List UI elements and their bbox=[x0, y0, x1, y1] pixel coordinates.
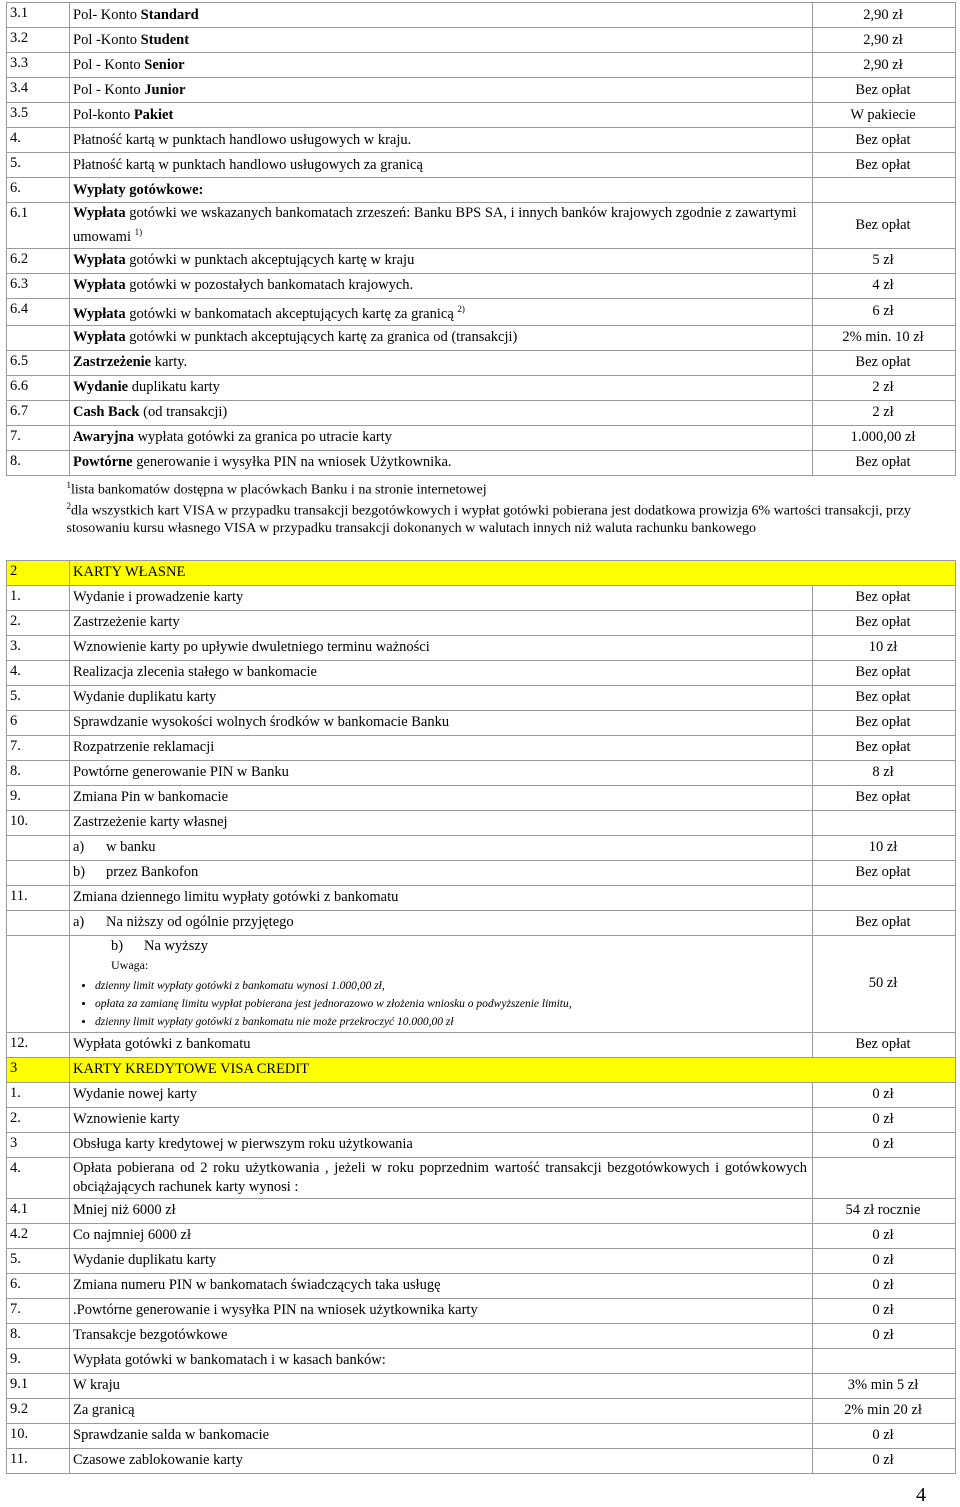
sub-item bbox=[70, 835, 813, 860]
table-row bbox=[7, 350, 956, 375]
row-number: 11. bbox=[7, 885, 70, 910]
row-fee: Bez opłat bbox=[813, 203, 956, 249]
row-number: 6.1 bbox=[7, 203, 70, 249]
table-row bbox=[7, 153, 956, 178]
row-fee bbox=[813, 178, 956, 203]
row-description bbox=[70, 298, 813, 325]
row-description bbox=[70, 248, 813, 273]
table-row bbox=[7, 128, 956, 153]
description-text: gotówki w bankomatach akceptujących kartę za granicą bbox=[125, 305, 454, 322]
row-number: 6.3 bbox=[7, 273, 70, 298]
row-description: Wypłata gotówki w bankomatach i w kasach banków: bbox=[70, 1348, 813, 1373]
description-text: Pol - Konto bbox=[73, 56, 141, 73]
table-row bbox=[7, 298, 956, 325]
table-row bbox=[7, 660, 956, 685]
plan-name: Pakiet bbox=[133, 106, 174, 123]
row-description: W kraju bbox=[70, 1373, 813, 1398]
table-row bbox=[7, 1423, 956, 1448]
table-row bbox=[7, 1248, 956, 1273]
plan-name: Standard bbox=[140, 6, 199, 23]
row-fee: Bez opłat bbox=[813, 1032, 956, 1057]
row-number: 3.1 bbox=[7, 3, 70, 28]
row-fee: 2,90 zł bbox=[813, 28, 956, 53]
table-row bbox=[7, 1448, 956, 1473]
description-bold: Wypłata bbox=[73, 205, 126, 221]
description-text: Płatność kartą w punktach handlowo usługowych za granicą bbox=[73, 156, 423, 173]
table-row bbox=[7, 1223, 956, 1248]
row-fee: 54 zł rocznie bbox=[813, 1198, 956, 1223]
row-number: 3. bbox=[7, 635, 70, 660]
row-number: 4.1 bbox=[7, 1198, 70, 1223]
row-description: Zastrzeżenie karty bbox=[70, 610, 813, 635]
section-title: KARTY WŁASNE bbox=[70, 560, 956, 585]
row-number: 10. bbox=[7, 1423, 70, 1448]
row-number: 6.7 bbox=[7, 400, 70, 425]
description-bold: Zastrzeżenie bbox=[73, 354, 152, 371]
row-fee: 0 zł bbox=[813, 1132, 956, 1157]
row-description bbox=[70, 128, 813, 153]
row-description: Zmiana dziennego limitu wypłaty gotówki z bankomatu bbox=[70, 885, 813, 910]
row-fee: 0 zł bbox=[813, 1423, 956, 1448]
row-fee: Bez opłat bbox=[813, 785, 956, 810]
row-number: 6. bbox=[7, 1273, 70, 1298]
row-number: 3.2 bbox=[7, 28, 70, 53]
table-row bbox=[7, 28, 956, 53]
row-description: Rozpatrzenie reklamacji bbox=[70, 735, 813, 760]
row-description: .Powtórne generowanie i wysyłka PIN na wniosek użytkownika karty bbox=[70, 1298, 813, 1323]
table-row bbox=[7, 810, 956, 835]
description-text: Płatność kartą w punktach handlowo usługowych w kraju. bbox=[73, 131, 412, 148]
fee-table bbox=[6, 2, 956, 1474]
description-bold: Wypłata bbox=[73, 305, 126, 322]
table-row bbox=[7, 53, 956, 78]
sub-text: przez Bankofon bbox=[106, 864, 199, 881]
table-row bbox=[7, 585, 956, 610]
description-bold: Powtórne bbox=[73, 454, 133, 471]
row-fee: Bez opłat bbox=[813, 610, 956, 635]
table-row bbox=[7, 885, 956, 910]
row-number: 4. bbox=[7, 128, 70, 153]
row-number: 8. bbox=[7, 760, 70, 785]
row-number bbox=[7, 910, 70, 935]
row-fee: 0 zł bbox=[813, 1223, 956, 1248]
row-number bbox=[7, 325, 70, 350]
description-bold: Wypłata bbox=[73, 252, 126, 269]
row-number: 9.1 bbox=[7, 1373, 70, 1398]
table-row bbox=[7, 103, 956, 128]
row-fee: 0 zł bbox=[813, 1248, 956, 1273]
table-row bbox=[7, 248, 956, 273]
row-description: Powtórne generowanie PIN w Banku bbox=[70, 760, 813, 785]
row-number: 6.2 bbox=[7, 248, 70, 273]
row-description bbox=[70, 325, 813, 350]
row-description: Transakcje bezgotówkowe bbox=[70, 1323, 813, 1348]
row-description: Obsługa karty kredytowej w pierwszym roku użytkowania bbox=[70, 1132, 813, 1157]
row-fee: 2 zł bbox=[813, 400, 956, 425]
description-text: gotówki w punktach akceptujących kartę w kraju bbox=[125, 252, 415, 269]
row-number: 5. bbox=[7, 685, 70, 710]
table-row bbox=[7, 835, 956, 860]
row-fee: Bez opłat bbox=[813, 128, 956, 153]
note-item: • opłata za zamianę limitu wypłat pobierana jest jednorazowo w złożenia wniosku o podwyższenie limitu, bbox=[95, 995, 807, 1013]
row-number: 7. bbox=[7, 735, 70, 760]
description-bold: Wypłaty gotówkowe: bbox=[73, 181, 204, 198]
table-row bbox=[7, 450, 956, 475]
table-row bbox=[7, 1373, 956, 1398]
row-fee: 50 zł bbox=[813, 935, 956, 1032]
row-number: 2. bbox=[7, 610, 70, 635]
row-fee: 2% min 20 zł bbox=[813, 1398, 956, 1423]
row-number: 6.6 bbox=[7, 375, 70, 400]
row-fee: 2,90 zł bbox=[813, 3, 956, 28]
description-text: Pol- Konto bbox=[73, 6, 138, 23]
row-fee bbox=[813, 1157, 956, 1198]
row-fee: 0 zł bbox=[813, 1323, 956, 1348]
description-bold: Wydanie bbox=[73, 379, 129, 396]
row-description bbox=[70, 375, 813, 400]
row-number: 5. bbox=[7, 1248, 70, 1273]
table-row bbox=[7, 760, 956, 785]
note-title: Uwaga: bbox=[111, 957, 149, 972]
table-row bbox=[7, 560, 956, 585]
row-fee: Bez opłat bbox=[813, 735, 956, 760]
row-description: Wydanie duplikatu karty bbox=[70, 1248, 813, 1273]
row-fee: Bez opłat bbox=[813, 78, 956, 103]
row-description: Za granicą bbox=[70, 1398, 813, 1423]
plan-name: Junior bbox=[144, 81, 186, 98]
description-text: Pol-konto bbox=[73, 106, 131, 123]
row-description: Sprawdzanie salda w bankomacie bbox=[70, 1423, 813, 1448]
footnote bbox=[67, 498, 951, 537]
row-description bbox=[70, 153, 813, 178]
footnote-ref: 2) bbox=[457, 303, 465, 314]
row-number: 9.2 bbox=[7, 1398, 70, 1423]
row-description bbox=[70, 273, 813, 298]
row-fee bbox=[813, 885, 956, 910]
footnote-text: lista bankomatów dostępna w placówkach Banku i na stronie internetowej bbox=[71, 482, 487, 498]
row-number: 3.4 bbox=[7, 78, 70, 103]
row-description: Opłata pobierana od 2 roku użytkowania , jeżeli w roku poprzednim wartość transakcji bezgotówkowych i gotówkowych obciążających rachunek karty wynosi : bbox=[70, 1157, 813, 1198]
row-number: 8. bbox=[7, 1323, 70, 1348]
plan-name: Student bbox=[140, 31, 190, 48]
description-text: Pol - Konto bbox=[73, 81, 141, 98]
sub-text: w banku bbox=[106, 839, 156, 856]
row-description: Sprawdzanie wysokości wolnych środków w bankomacie Banku bbox=[70, 710, 813, 735]
description-text: gotówki we wskazanych bankomatach zrzeszeń: Banku BPS SA, i innych banków krajowych zgodnie z zawartymi umowami bbox=[73, 205, 797, 245]
table-row bbox=[7, 425, 956, 450]
sub-text: Na niższy od ogólnie przyjętego bbox=[106, 914, 294, 931]
description-text: generowanie i wysyłka PIN na wniosek Użytkownika. bbox=[132, 454, 452, 471]
row-number: 4.2 bbox=[7, 1223, 70, 1248]
footnote bbox=[67, 477, 951, 499]
description-text: (od transakcji) bbox=[139, 404, 228, 421]
row-fee: 8 zł bbox=[813, 760, 956, 785]
sub-letter: b) bbox=[111, 937, 124, 954]
row-description: Wznowienie karty bbox=[70, 1107, 813, 1132]
row-number: 7. bbox=[7, 425, 70, 450]
table-row bbox=[7, 910, 956, 935]
row-description: Wznowienie karty po upływie dwuletniego terminu ważności bbox=[70, 635, 813, 660]
row-number: 9. bbox=[7, 1348, 70, 1373]
description-bold: Wypłata bbox=[73, 329, 126, 346]
row-number: 6 bbox=[7, 710, 70, 735]
row-fee: 0 zł bbox=[813, 1107, 956, 1132]
row-description: Zmiana numeru PIN w bankomatach świadczących taka usługę bbox=[70, 1273, 813, 1298]
row-number: 10. bbox=[7, 810, 70, 835]
row-number: 3.5 bbox=[7, 103, 70, 128]
row-number: 4. bbox=[7, 660, 70, 685]
description-text: duplikatu karty bbox=[128, 379, 220, 396]
row-description: Wypłata gotówki z bankomatu bbox=[70, 1032, 813, 1057]
row-number: 8. bbox=[7, 450, 70, 475]
description-text: wypłata gotówki za granica po utracie karty bbox=[133, 429, 393, 446]
row-fee: Bez opłat bbox=[813, 450, 956, 475]
table-row bbox=[7, 610, 956, 635]
row-number bbox=[7, 935, 70, 1032]
description-text: gotówki w pozostałych bankomatach krajowych. bbox=[125, 277, 414, 294]
row-number bbox=[7, 835, 70, 860]
table-row bbox=[7, 860, 956, 885]
row-fee bbox=[813, 1348, 956, 1373]
row-fee: W pakiecie bbox=[813, 103, 956, 128]
table-row bbox=[7, 325, 956, 350]
plan-name: Senior bbox=[144, 56, 185, 73]
row-description bbox=[70, 53, 813, 78]
row-fee: 0 zł bbox=[813, 1298, 956, 1323]
footnote-number: 1 bbox=[66, 479, 71, 490]
sub-item-with-note bbox=[70, 935, 813, 1032]
sub-letter: a) bbox=[73, 914, 85, 931]
row-description: Co najmniej 6000 zł bbox=[70, 1223, 813, 1248]
row-fee bbox=[813, 810, 956, 835]
section-number: 3 bbox=[7, 1057, 70, 1082]
row-fee: Bez opłat bbox=[813, 685, 956, 710]
row-fee: 10 zł bbox=[813, 635, 956, 660]
page-number: 4 bbox=[916, 1484, 926, 1506]
table-row bbox=[7, 1057, 956, 1082]
section-title: KARTY KREDYTOWE VISA CREDIT bbox=[70, 1057, 956, 1082]
description-text: Pol -Konto bbox=[73, 31, 138, 48]
description-bold: Awaryjna bbox=[73, 429, 134, 446]
row-number: 5. bbox=[7, 153, 70, 178]
footnote-ref: 1) bbox=[134, 227, 143, 237]
table-row bbox=[7, 178, 956, 203]
sub-text: Na wyższy bbox=[144, 937, 209, 954]
row-number: 2. bbox=[7, 1107, 70, 1132]
sub-letter: b) bbox=[73, 864, 86, 881]
table-row bbox=[7, 78, 956, 103]
row-number: 3 bbox=[7, 1132, 70, 1157]
table-row bbox=[7, 1032, 956, 1057]
row-fee: 2,90 zł bbox=[813, 53, 956, 78]
row-fee: Bez opłat bbox=[813, 153, 956, 178]
row-description bbox=[70, 450, 813, 475]
footnote-number: 2 bbox=[66, 501, 71, 512]
table-row bbox=[7, 1132, 956, 1157]
table-row bbox=[7, 538, 956, 561]
row-fee: 4 zł bbox=[813, 273, 956, 298]
row-description bbox=[70, 3, 813, 28]
row-number: 11. bbox=[7, 1448, 70, 1473]
row-fee: Bez opłat bbox=[813, 710, 956, 735]
table-row bbox=[7, 1398, 956, 1423]
table-row bbox=[7, 400, 956, 425]
row-fee: Bez opłat bbox=[813, 585, 956, 610]
section-number: 2 bbox=[7, 560, 70, 585]
table-row bbox=[7, 475, 956, 538]
row-number: 1. bbox=[7, 1082, 70, 1107]
table-row bbox=[7, 685, 956, 710]
note-item: • dzienny limit wypłaty gotówki z bankomatu wynosi 1.000,00 zł, bbox=[95, 977, 807, 995]
row-number: 1. bbox=[7, 585, 70, 610]
row-description: Mniej niż 6000 zł bbox=[70, 1198, 813, 1223]
row-fee: 0 zł bbox=[813, 1448, 956, 1473]
row-description bbox=[70, 350, 813, 375]
table-row bbox=[7, 935, 956, 1032]
row-description bbox=[70, 203, 813, 249]
row-fee: 5 zł bbox=[813, 248, 956, 273]
row-description: Wydanie nowej karty bbox=[70, 1082, 813, 1107]
sub-item bbox=[70, 910, 813, 935]
row-description: Wydanie duplikatu karty bbox=[70, 685, 813, 710]
row-description: Zmiana Pin w bankomacie bbox=[70, 785, 813, 810]
row-fee: 2 zł bbox=[813, 375, 956, 400]
table-row bbox=[7, 1157, 956, 1198]
row-fee: 0 zł bbox=[813, 1082, 956, 1107]
table-row bbox=[7, 1298, 956, 1323]
row-description: Czasowe zablokowanie karty bbox=[70, 1448, 813, 1473]
row-description bbox=[70, 425, 813, 450]
sub-item bbox=[70, 860, 813, 885]
row-fee: 6 zł bbox=[813, 298, 956, 325]
row-description bbox=[70, 178, 813, 203]
row-fee: 0 zł bbox=[813, 1273, 956, 1298]
description-text: karty. bbox=[151, 354, 188, 371]
row-description: Realizacja zlecenia stałego w bankomacie bbox=[70, 660, 813, 685]
description-text: gotówki w punktach akceptujących kartę za granica od (transakcji) bbox=[125, 329, 518, 346]
note-list bbox=[73, 977, 807, 1031]
row-number: 6.4 bbox=[7, 298, 70, 325]
table-row bbox=[7, 710, 956, 735]
table-row bbox=[7, 1348, 956, 1373]
table-row bbox=[7, 273, 956, 298]
table-row bbox=[7, 203, 956, 249]
row-number: 4. bbox=[7, 1157, 70, 1198]
row-fee: Bez opłat bbox=[813, 350, 956, 375]
note-item: • dzienny limit wypłaty gotówki z bankomatu nie może przekroczyć 10.000,00 zł bbox=[95, 1013, 807, 1031]
row-number: 7. bbox=[7, 1298, 70, 1323]
row-fee: 10 zł bbox=[813, 835, 956, 860]
row-description: Zastrzeżenie karty własnej bbox=[70, 810, 813, 835]
row-description: Wydanie i prowadzenie karty bbox=[70, 585, 813, 610]
table-row bbox=[7, 735, 956, 760]
table-row bbox=[7, 1107, 956, 1132]
row-number: 6.5 bbox=[7, 350, 70, 375]
sub-letter: a) bbox=[73, 839, 85, 856]
row-number: 9. bbox=[7, 785, 70, 810]
table-row bbox=[7, 375, 956, 400]
row-number: 12. bbox=[7, 1032, 70, 1057]
table-row bbox=[7, 1323, 956, 1348]
table-row bbox=[7, 785, 956, 810]
row-fee: Bez opłat bbox=[813, 860, 956, 885]
description-bold: Wypłata bbox=[73, 277, 126, 294]
table-row bbox=[7, 1273, 956, 1298]
footnote-text: dla wszystkich kart VISA w przypadku transakcji bezgotówkowych i wypłat gotówki pobierana jest dodatkowa prowizja 6% wartości transakcji, przy stosowaniu kursu własnego VISA w przypadku transakcji dokonanych w walutach innych niż waluta rachunku bankowego bbox=[66, 503, 911, 536]
footnotes bbox=[7, 475, 956, 538]
row-description bbox=[70, 400, 813, 425]
row-fee: 1.000,00 zł bbox=[813, 425, 956, 450]
row-fee: Bez opłat bbox=[813, 910, 956, 935]
row-fee: 2% min. 10 zł bbox=[813, 325, 956, 350]
row-number bbox=[7, 860, 70, 885]
description-bold: Cash Back bbox=[73, 404, 140, 421]
table-row bbox=[7, 3, 956, 28]
row-description bbox=[70, 78, 813, 103]
row-fee: 3% min 5 zł bbox=[813, 1373, 956, 1398]
table-row bbox=[7, 635, 956, 660]
table-row bbox=[7, 1198, 956, 1223]
row-number: 6. bbox=[7, 178, 70, 203]
row-number: 3.3 bbox=[7, 53, 70, 78]
row-description bbox=[70, 28, 813, 53]
table-row bbox=[7, 1082, 956, 1107]
row-fee: Bez opłat bbox=[813, 660, 956, 685]
row-description bbox=[70, 103, 813, 128]
